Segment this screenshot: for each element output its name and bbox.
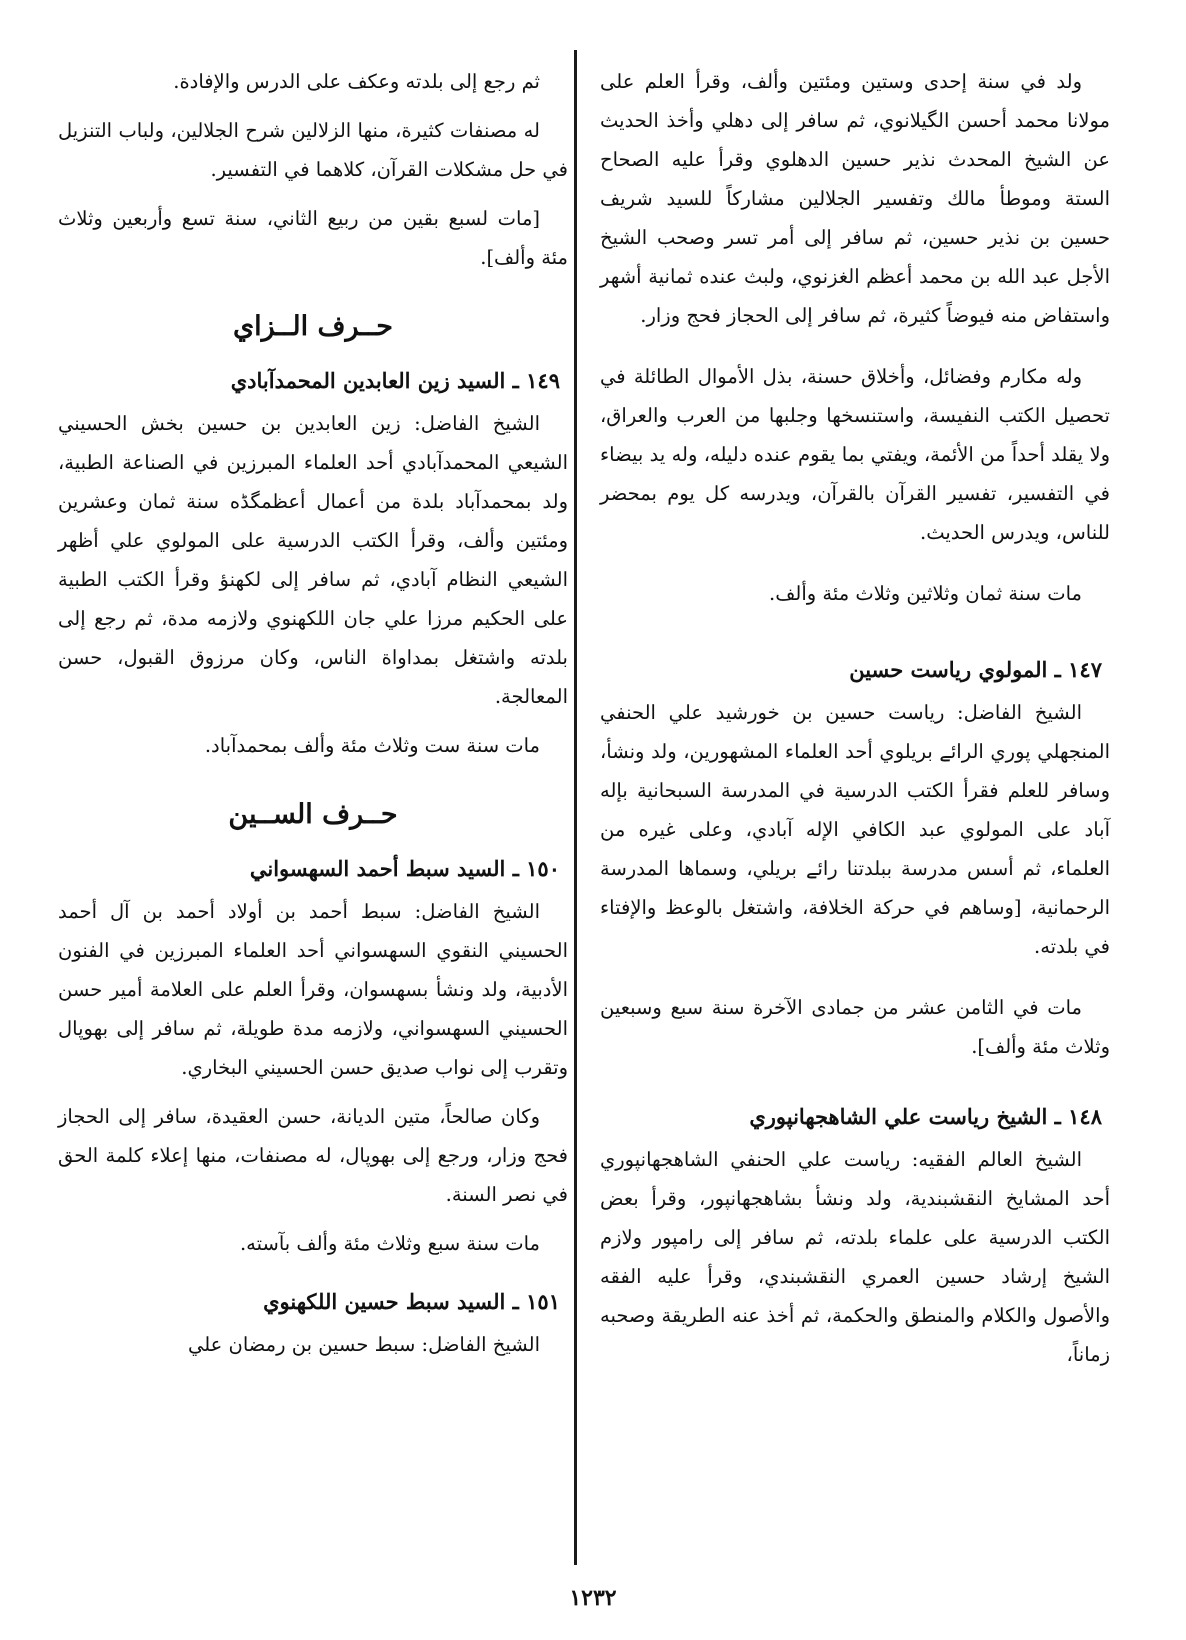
paragraph: وله مكارم وفضائل، وأخلاق حسنة، بذل الأموال الطائلة في تحصيل الكتب النفيسة، واستنسخها وجلبها من العرب والعراق، ولا يقلد أحداً من الأئمة، ويفتي بما يقوم عنده دليله، وله يد بيضاء في التفسير، تفسير القرآن بالقرآن، ويدرسه كل يوم بمحضر للناس، ويدرس الحديث. xyxy=(600,365,1110,544)
column-divider xyxy=(574,50,577,1565)
paragraph: ثم رجع إلى بلدته وعكف على الدرس والإفادة. xyxy=(173,70,540,93)
section-heading: حــرف الســين xyxy=(228,799,398,830)
paragraph: مات سنة سبع وثلاث مئة وألف بآسته. xyxy=(239,1232,540,1255)
entry-heading: ١٥٠ ـ السيد سبط أحمد السهسواني xyxy=(249,856,560,881)
paragraph: له مصنفات كثيرة، منها الزلالين شرح الجلالين، ولباب التنزيل في حل مشكلات القرآن، كلاهما في التفسير. xyxy=(58,119,568,181)
paragraph: الشيخ الفاضل: زين العابدين بن حسين بخش الحسيني الشيعي المحمدآبادي أحد العلماء المبرزين في الصناعة الطبية، ولد بمحمدآباد بلدة من أعمال أعظمگڈه سنة ثمان وعشرين ومئتين وألف، وقرأ الكتب الدرسية على المولوي علي أظهر الشيعي النظام آبادي، ثم سافر إلى لكهنؤ وقرأ الكتب الطبية على الحكيم مرزا علي جان اللكهنوي ولازمه مدة، ثم رجع إلى بلدته واشتغل بمداواة الناس، وكان مرزوق القبول، حسن المعالجة. xyxy=(58,412,568,708)
paragraph: ولد في سنة إحدى وستين ومئتين وألف، وقرأ العلم على مولانا محمد أحسن الگيلانوي، ثم سافر إلى دهلي وأخذ الحديث عن الشيخ المحدث نذير حسين الدهلوي وقرأ عليه الصحاح الستة وموطأ مالك وتفسير الجلالين مشاركاً للسيد شريف حسين بن نذير حسين، ثم سافر إلى أمر تسر وصحب الشيخ الأجل عبد الله بن محمد أعظم الغزنوي، ولبث عنده ثمانية أشهر واستفاض منه فيوضاً كثيرة، ثم سافر إلى الحجاز فحج وزار. xyxy=(600,70,1110,327)
paragraph: الشيخ الفاضل: رياست حسين بن خورشيد علي الحنفي المنجهلي پوري الرائے بريلوي أحد العلماء المشهورين، ولد ونشأ، وسافر للعلم فقرأ الكتب الدرسية في المدرسة السبحانية بإله آباد على المولوي عبد الكافي الإله آبادي، وعلى غيره من العلماء، ثم أسس مدرسة ببلدتنا رائے بريلي، وسماها المدرسة الرحمانية، [وساهم في حركة الخلافة، واشتغل بالوعظ والإفتاء في بلدته. xyxy=(600,701,1110,958)
paragraph: وكان صالحاً، متين الديانة، حسن العقيدة، سافر إلى الحجاز فحج وزار، ورجع إلى بهوپال، له مصنفات، منها إعلاء كلمة الحق في نصر السنة. xyxy=(58,1105,568,1206)
paragraph: [مات لسبع بقين من ربيع الثاني، سنة تسع وأربعين وثلاث مئة وألف]. xyxy=(58,207,568,269)
paragraph: الشيخ الفاضل: سبط حسين بن رمضان علي xyxy=(187,1333,540,1356)
left-column xyxy=(58,62,568,1374)
section-heading: حــرف الــزاي xyxy=(233,311,393,342)
entry-heading: ١٤٨ ـ الشيخ رياست علي الشاهجهانپوري xyxy=(749,1104,1102,1129)
paragraph: الشيخ الفاضل: سبط أحمد بن أولاد أحمد بن آل أحمد الحسيني النقوي السهسواني أحد العلماء المبرزين في الفنون الأدبية، ولد ونشأ بسهسوان، وقرأ العلم على العلامة أمير حسن الحسيني السهسواني، ولازمه مدة طويلة، ثم سافر إلى بهوپال وتقرب إلى نواب صديق حسن الحسيني البخاري. xyxy=(58,900,568,1079)
entry-heading: ١٤٩ ـ السيد زين العابدين المحمدآبادي xyxy=(230,368,560,393)
paragraph: الشيخ العالم الفقيه: رياست علي الحنفي الشاهجهانپوري أحد المشايخ النقشبندية، ولد ونشأ بشاهجهانپور، وقرأ بعض الكتب الدرسية على علماء بلدته، ثم سافر إلى رامپور ولازم الشيخ إرشاد حسين العمري النقشبندي، وقرأ عليه الفقه والأصول والكلام والمنطق والحكمة، ثم أخذ عنه الطريقة وصحبه زماناً، xyxy=(600,1148,1110,1366)
paragraph: مات سنة ست وثلاث مئة وألف بمحمدآباد. xyxy=(204,734,540,757)
paragraph: مات في الثامن عشر من جمادى الآخرة سنة سبع وسبعين وثلاث مئة وألف]. xyxy=(600,996,1110,1058)
entry-heading: ١٤٧ ـ المولوي رياست حسين xyxy=(849,657,1102,682)
paragraph: مات سنة ثمان وثلاثين وثلاث مئة وألف. xyxy=(769,582,1082,605)
page-number: ١٢٣٢ xyxy=(569,1585,617,1611)
right-column xyxy=(600,62,1110,1388)
entry-heading: ١٥١ ـ السيد سبط حسين اللكهنوي xyxy=(263,1289,560,1314)
